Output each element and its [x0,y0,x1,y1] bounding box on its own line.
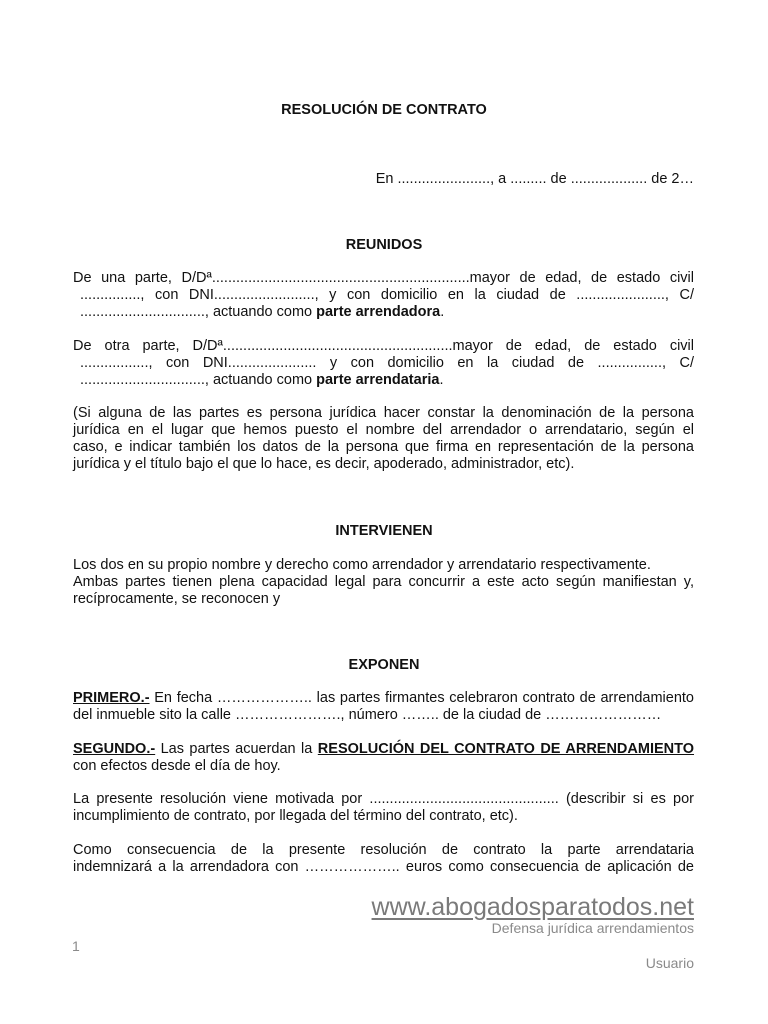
segundo-text: Las partes acuerdan la [155,741,318,757]
exponen-heading: EXPONEN [348,657,420,673]
parte2-line1: De otra parte, D/Dª.........................................................mayor de edad, de estado civil [73,338,694,354]
consecuencia-line-1: Como consecuencia de la presente resolución de contrato la parte arrendataria [73,842,694,858]
place-date-line: En ......................., a ......... de ................... de 2… [375,171,694,187]
page-number: 1 [72,938,80,954]
parte-arrendataria-label: parte arrendataria [316,372,440,388]
segundo-label: SEGUNDO.- [73,741,156,757]
resolucion-contrato-phrase: RESOLUCIÓN DEL CONTRATO DE ARRENDAMIENTO [317,741,695,757]
nota-line-2: jurídica en el lugar que hemos puesto el nombre del arrendador o arrendatario, según el [73,422,694,438]
website-link[interactable]: www.abogadosparatodos.net [371,893,694,921]
footer-user: Usuario [645,955,694,971]
nota-line-3: caso, e indicar también los datos de la persona que firma en representación de la persona [73,439,694,455]
nota-line-4: jurídica y el título bajo el que lo hace, es decir, apoderado, administrador, etc). [73,456,575,472]
segundo-line-2: con efectos desde el día de hoy. [73,758,281,774]
parte2-line3-end: . [439,372,444,388]
parte2-line3 [73,372,694,389]
parte2-line2: ................., con DNI...................... y con domicilio en la ciudad de ................, C/ [80,355,694,371]
motivo-line-2: incumplimiento de contrato, por llegada del término del contrato, etc). [73,808,518,824]
primero-label: PRIMERO.- [73,690,150,706]
parte1-line3 [73,304,694,321]
primero-line-1 [73,690,694,707]
intervienen-heading: INTERVIENEN [335,523,433,539]
parte-arrendadora-label: parte arrendadora [316,304,441,320]
parte1-line3-end: . [440,304,445,320]
reunidos-heading: REUNIDOS [345,237,423,253]
intervienen-line-3: recíprocamente, se reconocen y [73,591,281,607]
document-title: RESOLUCIÓN DE CONTRATO [281,102,487,118]
parte1-line2: ..............., con DNI........................., y con domicilio en la ciudad de ......................, C/ [80,287,694,303]
consecuencia-line-2: indemnizará a la arrendadora con ……………….. euros como consecuencia de aplicación de [73,859,694,875]
segundo-line-1 [73,741,694,758]
parte2-line3-text: ..............................., actuando como [80,372,317,388]
intervienen-line-2: Ambas partes tienen plena capacidad legal para concurrir a este acto según manifiestan y, [73,574,694,590]
primero-line-2: del inmueble sito la calle …………………., número …….. de la ciudad de …………………… [73,707,662,723]
footer-tagline: Defensa jurídica arrendamientos [491,920,694,936]
parte1-line1: De una parte, D/Dª................................................................mayor de edad, de estado civil [73,270,694,286]
parte1-line3-text: ..............................., actuando como [80,304,317,320]
primero-text: En fecha ……………….. las partes firmantes celebraron contrato de arrendamiento [149,690,694,706]
nota-line-1: (Si alguna de las partes es persona jurídica hacer constar la denominación de la persona [73,405,694,421]
intervienen-line-1: Los dos en su propio nombre y derecho como arrendador y arrendatario respectivamente. [73,557,651,573]
motivo-line-1: La presente resolución viene motivada por ............................................... (describir si es por [73,791,694,807]
